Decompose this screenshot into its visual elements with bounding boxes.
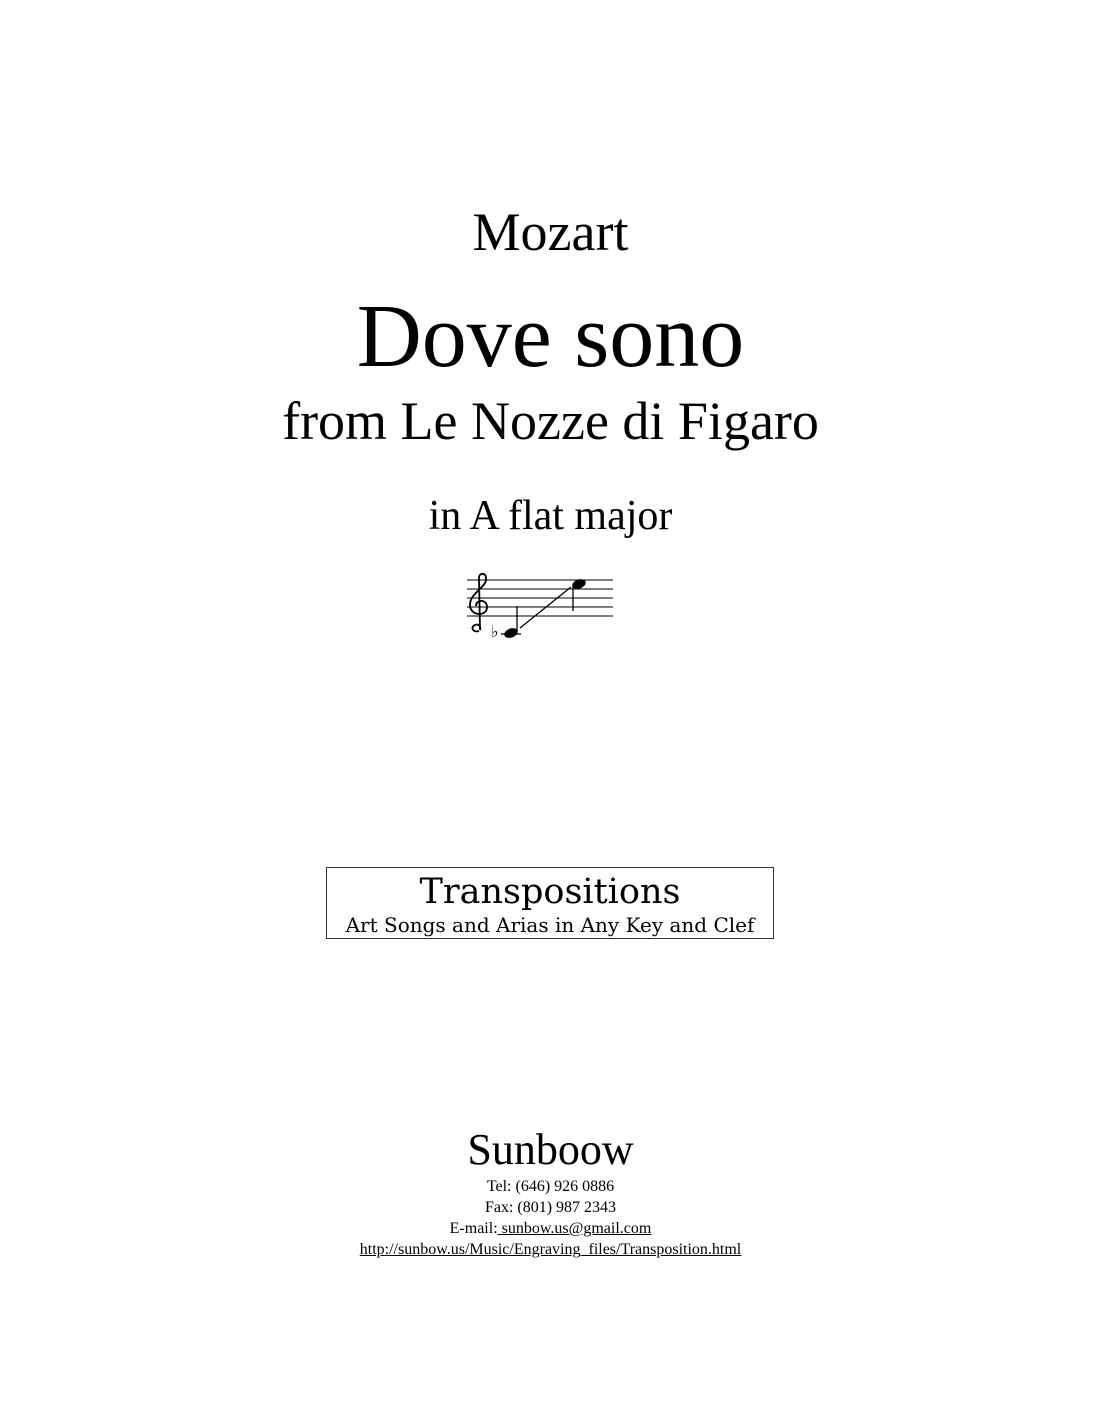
fax-number: Fax: (801) 987 2343 (484, 1199, 617, 1216)
vocal-range-staff (465, 570, 615, 642)
staff-lines (467, 580, 613, 616)
brand-box (326, 867, 774, 939)
flat-sign-icon: ♭ (491, 622, 499, 641)
publisher-name: Sunboow (467, 1125, 634, 1174)
page-title: Dove sono (356, 287, 745, 386)
brand-tagline: Art Songs and Arias in Any Key and Clef (345, 913, 755, 937)
email-link[interactable]: sunbow.us@gmail.com (497, 1220, 652, 1237)
email-line (0, 1218, 1101, 1239)
treble-clef-icon (470, 574, 487, 632)
phone-number: Tel: (646) 926 0886 (486, 1178, 615, 1195)
composer-name: Mozart (472, 202, 629, 262)
website-line (0, 1239, 1101, 1260)
brand-title: Transpositions (419, 872, 681, 912)
email-label: E-mail: (449, 1220, 498, 1237)
page-subtitle: from Le Nozze di Figaro (282, 391, 819, 451)
website-link[interactable]: http://sunbow.us/Music/Engraving_files/Transposition.html (359, 1241, 742, 1258)
key-label: in A flat major (428, 493, 673, 539)
